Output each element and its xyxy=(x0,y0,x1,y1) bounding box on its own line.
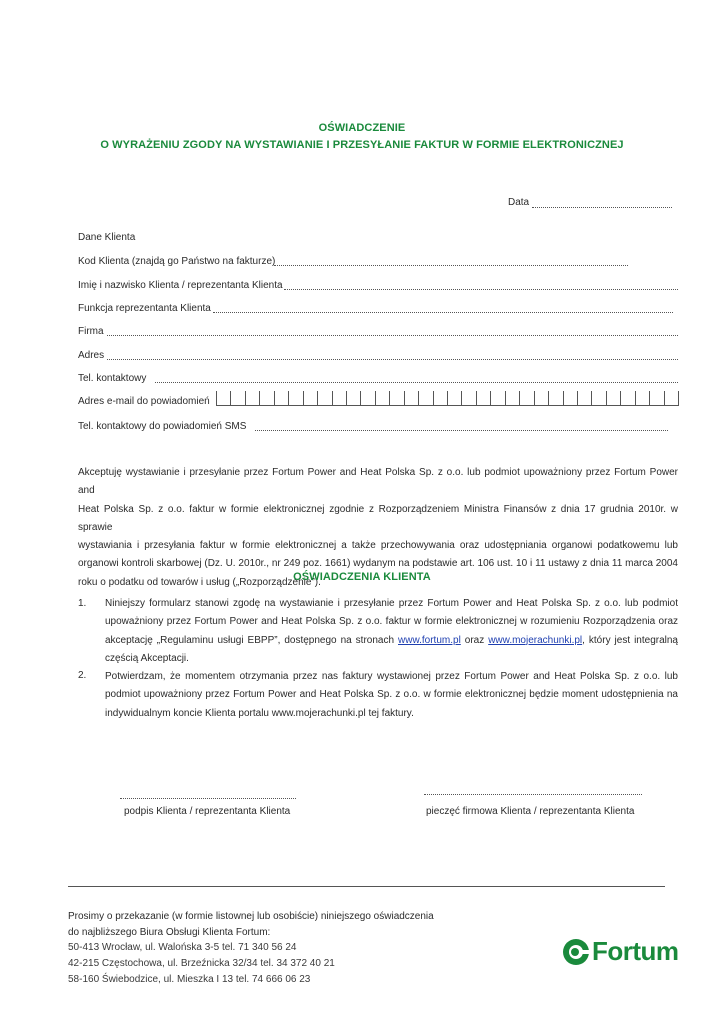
date-field[interactable] xyxy=(532,199,672,208)
footer-divider xyxy=(68,886,665,887)
statement-line: Potwierdzam, że momentem otrzymania przez nas faktury wystawionej przez Fortum Power and Heat Polska Sp. z o.o. lub xyxy=(105,671,678,682)
statement-line: indywidualnym koncie Klienta portalu www.mojerachunki.pl tej faktury. xyxy=(105,707,414,719)
acceptance-line: roku o podatku od towarów i usług („Rozporządzenie”). xyxy=(78,576,321,588)
office-address-czestochowa: 42-215 Częstochowa, ul. Brzeźnicka 32/34 tel. 34 372 40 21 xyxy=(68,958,335,969)
representative-function-field[interactable] xyxy=(213,304,673,313)
document-subtitle: O WYRAŻENIU ZGODY NA WYSTAWIANIE I PRZESYŁANIE FAKTUR W FORMIE ELEKTRONICZNEJ xyxy=(100,139,624,151)
field-label-client-name: Imię i nazwisko Klienta / reprezentanta Klienta xyxy=(78,280,283,291)
field-label-company: Firma xyxy=(78,326,104,337)
acceptance-line: wystawiania i przesyłania faktur w formie elektronicznej a także przechowywania oraz udostępniania organowi podatkowemu lub xyxy=(78,540,678,552)
phone-field[interactable] xyxy=(155,374,678,383)
fortum-logo xyxy=(562,936,679,967)
statement-line: upoważniony przez Fortum Power and Heat Polska Sp. z o.o. faktur w formie elektronicznej w rozumieniu Rozporządzenia oraz xyxy=(105,616,678,628)
client-code-field[interactable] xyxy=(274,257,628,266)
statement-text: , który jest integralną xyxy=(582,634,678,646)
acceptance-line: Heat Polska Sp. z o.o. faktur w formie elektronicznej zgodnie z Rozporządzeniem Ministra Finansów z dnia 17 grudnia 2010r. w sprawie xyxy=(78,503,678,533)
list-number-2: 2. xyxy=(78,670,87,681)
email-char-boxes[interactable] xyxy=(216,391,679,406)
field-label-sms: Tel. kontaktowy do powiadomień SMS xyxy=(78,421,247,432)
company-stamp-label: pieczęć firmowa Klienta / reprezentanta Klienta xyxy=(426,806,635,817)
office-address-wroclaw: 50-413 Wrocław, ul. Walońska 3-5 tel. 71 340 56 24 xyxy=(68,942,297,953)
date-label: Data xyxy=(508,197,530,208)
company-stamp-line[interactable] xyxy=(424,788,642,795)
client-name-field[interactable] xyxy=(284,281,678,290)
section-title-client-data: Dane Klienta xyxy=(78,232,136,243)
mojerachunki-link[interactable]: www.mojerachunki.pl xyxy=(488,634,583,646)
statement-item-1 xyxy=(105,595,678,668)
field-label-client-code: Kod Klienta (znajdą go Państwo na fakturze) xyxy=(78,256,276,267)
statement-text: oraz xyxy=(460,634,489,646)
field-label-representative-function: Funkcja reprezentanta Klienta xyxy=(78,303,211,314)
signature-line[interactable] xyxy=(120,792,296,799)
statement-text: akceptację „Regulaminu usługi EBPP”, dostępnego na stronach xyxy=(105,634,398,646)
company-field[interactable] xyxy=(107,327,678,336)
address-field[interactable] xyxy=(107,351,678,360)
fortum-logo-text: Fortum xyxy=(592,936,679,966)
statement-line: częścią Akceptacji. xyxy=(105,652,189,664)
statement-line: Niniejszy formularz stanowi zgodę na wystawianie i przesyłanie przez Fortum Power and Heat Polska Sp. z o.o. lub podmiot xyxy=(105,598,678,609)
statement-line: podmiot upoważniony przez Fortum Power and Heat Polska Sp. z o.o. w formie elektronicznej będzie moment udostępnienia na xyxy=(105,689,678,701)
signature-label: podpis Klienta / reprezentanta Klienta xyxy=(124,806,291,817)
footer-request-line1: Prosimy o przekazanie (w formie listownej lub osobiście) niniejszego oświadczenia xyxy=(68,911,434,922)
sms-phone-field[interactable] xyxy=(255,422,668,431)
statement-item-2 xyxy=(105,668,678,723)
list-number-1: 1. xyxy=(78,598,87,609)
statements-title: OŚWIADCZENIA KLIENTA xyxy=(293,571,431,583)
document-title: OŚWIADCZENIE xyxy=(318,122,406,134)
footer-request-line2: do najbliższego Biura Obsługi Klienta Fortum: xyxy=(68,927,271,938)
office-address-swiebodzice: 58-160 Świebodzice, ul. Mieszka I 13 tel. 74 666 06 23 xyxy=(68,974,311,985)
fortum-logo-icon xyxy=(562,937,592,967)
field-label-phone: Tel. kontaktowy xyxy=(78,373,147,384)
statement-line xyxy=(105,632,678,650)
field-label-email: Adres e-mail do powiadomień xyxy=(78,396,210,407)
acceptance-line: Akceptuję wystawianie i przesyłanie przez Fortum Power and Heat Polska Sp. z o.o. lub podmiot upoważniony przez Fortum Power and xyxy=(78,467,678,497)
field-label-address: Adres xyxy=(78,350,105,361)
fortum-link[interactable]: www.fortum.pl xyxy=(398,634,461,646)
acceptance-line: organowi kontroli skarbowej (Dz. U. 2010r., nr 249 poz. 1661) wydanym na podstawie art. 106 ust. 10 i 11 ustawy z dnia 11 marca 2004 xyxy=(78,558,678,570)
